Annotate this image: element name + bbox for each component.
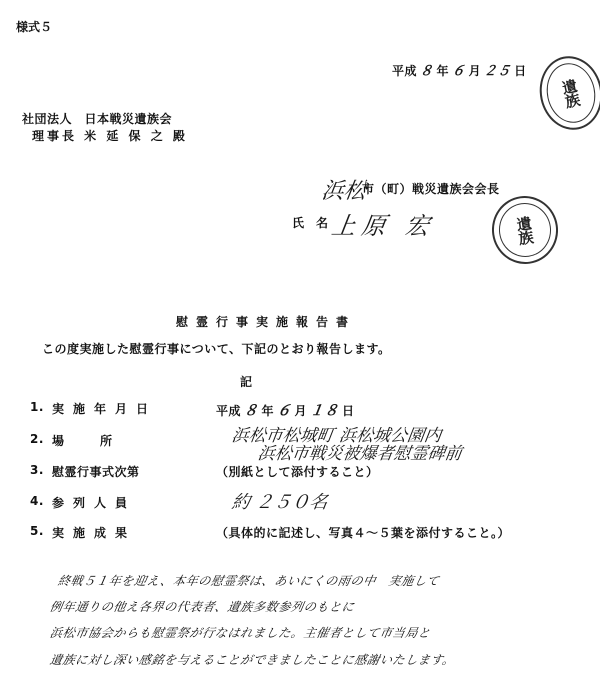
seal-stamp-upper bbox=[533, 50, 600, 135]
item-number: 2. bbox=[30, 432, 44, 446]
item-number: 1. bbox=[30, 400, 44, 414]
item-label-results: 実施成果 bbox=[52, 526, 137, 540]
item-value-program: （別紙として添付すること） bbox=[216, 465, 379, 479]
handwritten-note-line: 終戦５１年を迎え、本年の慰霊祭は、あいにくの雨の中 実施して bbox=[56, 574, 441, 588]
item-label-date: 実施年月日 bbox=[52, 402, 158, 416]
item-value-place-line1: 浜松市松城町 浜松城公園内 bbox=[230, 426, 443, 446]
seal-stamp-lower bbox=[488, 192, 563, 269]
item-value-place-line2: 浜松市戦災被爆者慰霊碑前 bbox=[256, 444, 464, 464]
item-label-program: 慰霊行事式次第 bbox=[52, 465, 140, 479]
intro-text: この度実施した慰霊行事について、下記のとおり報告します。 bbox=[42, 342, 391, 356]
event-date-month-unit: 月 bbox=[294, 404, 308, 418]
event-date-month: ６ bbox=[275, 403, 293, 419]
item-value-date bbox=[216, 400, 355, 420]
event-date-day-unit: 日 bbox=[342, 404, 355, 418]
item-number: 5. bbox=[30, 524, 44, 538]
handwritten-note-line: 遺族に対し深い感銘を与えることができましたことに感謝いたします。 bbox=[48, 653, 457, 667]
report-date bbox=[392, 60, 527, 79]
date-year: ８ bbox=[418, 64, 435, 79]
handwritten-note-line: 例年通りの他え各界の代表者、遺族多数参列のもとに bbox=[48, 600, 356, 614]
date-year-unit: 年 bbox=[436, 64, 450, 78]
event-date-year-unit: 年 bbox=[261, 404, 275, 418]
event-date-day: １８ bbox=[308, 403, 341, 419]
sender-city: 浜松 bbox=[319, 179, 368, 204]
seal-stamp-lower-text: 遺族 bbox=[513, 214, 536, 246]
date-day-unit: 日 bbox=[514, 64, 527, 78]
ki-heading: 記 bbox=[240, 375, 253, 389]
item-label-place: 場 所 bbox=[52, 434, 113, 448]
addressee-chair: 理事長 米 延 保 之 殿 bbox=[32, 129, 188, 143]
item-value-results-instruction: （具体的に記述し、写真４～５葉を添付すること。） bbox=[216, 526, 511, 540]
date-day: ２５ bbox=[482, 64, 512, 79]
form-id: 様式５ bbox=[16, 20, 53, 34]
item-number: 3. bbox=[30, 463, 44, 477]
sender-name: 上原 宏 bbox=[329, 212, 438, 240]
item-label-attendance: 参列人員 bbox=[52, 496, 137, 510]
item-value-attendance: 約 ２５０名 bbox=[230, 492, 329, 513]
sender-name-label: 氏名 bbox=[292, 216, 341, 230]
item-number: 4. bbox=[30, 494, 44, 508]
addressee-org: 社団法人 日本戦災遺族会 bbox=[22, 112, 173, 126]
date-era: 平成 bbox=[392, 64, 418, 78]
handwritten-note-line: 浜松市協会からも慰霊祭が行なはれました。主催者として市当局と bbox=[48, 626, 432, 640]
date-month-unit: 月 bbox=[468, 64, 482, 78]
sender-association: 市（町）戦災遺族会会長 bbox=[362, 182, 500, 196]
date-month: ６ bbox=[450, 64, 467, 79]
event-date-year: ８ bbox=[242, 403, 260, 419]
seal-stamp-upper-text: 遺族 bbox=[558, 77, 583, 109]
document-title: 慰霊行事実施報告書 bbox=[176, 315, 357, 329]
event-date-era: 平成 bbox=[216, 404, 242, 418]
